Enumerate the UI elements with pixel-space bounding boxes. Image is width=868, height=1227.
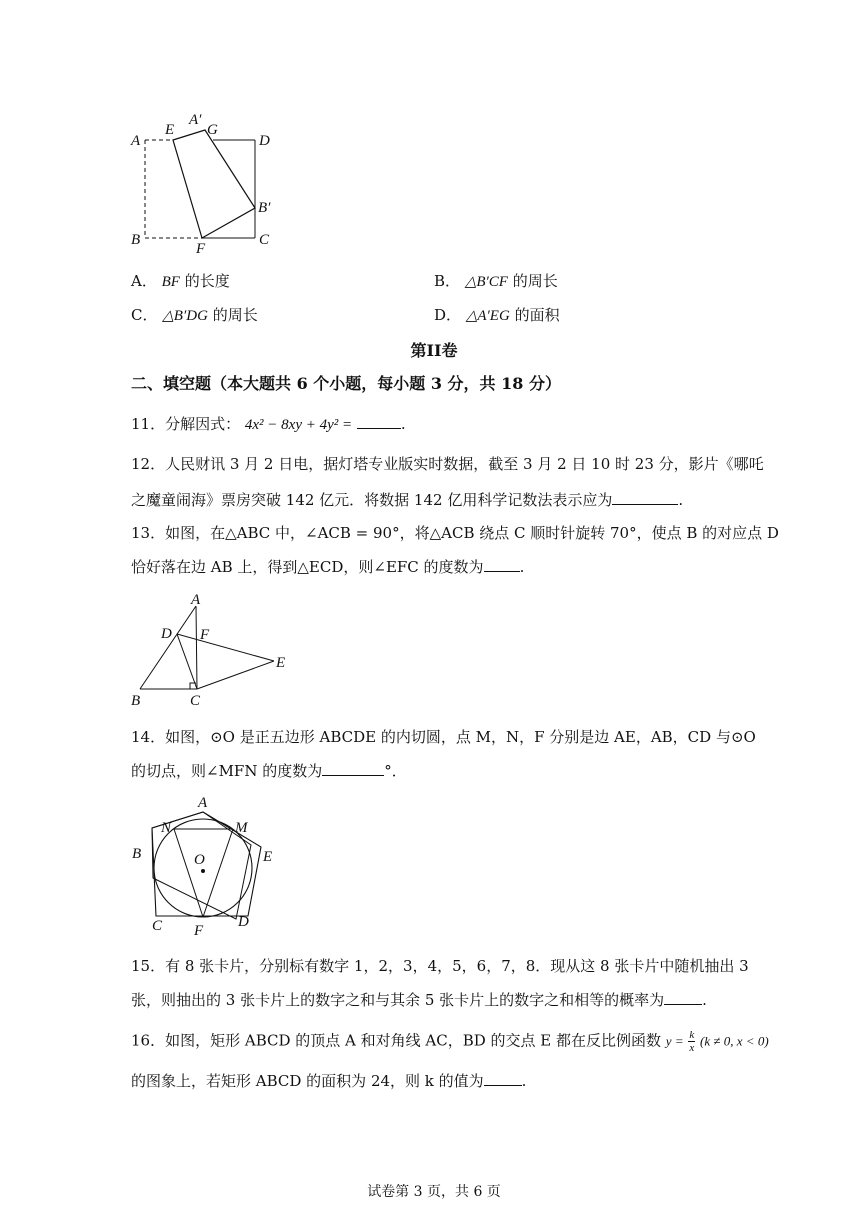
answer-blank[interactable] — [322, 761, 384, 776]
segment-DC — [177, 634, 197, 689]
label-E: E — [276, 655, 286, 671]
section-title: 二、填空题（本大题共 6 个小题，每小题 3 分，共 18 分） — [131, 374, 561, 393]
answer-blank[interactable] — [357, 414, 401, 429]
label-E: E — [263, 849, 273, 865]
label-B: B — [131, 232, 141, 248]
page-footer: 试卷第 3 页，共 6 页 — [367, 1184, 501, 1200]
label-F: F — [194, 923, 204, 939]
answer-blank[interactable] — [484, 557, 520, 572]
question-11: 11．分解因式： 4x² − 8xy + 4y² = . — [131, 415, 406, 433]
center-point — [201, 869, 205, 873]
figure-rotation-triangle — [128, 588, 298, 710]
question-14-line1: 14．如图，⊙O 是正五边形 ABCDE 的内切圆，点 M，N，F 分别是边 AE，AB，CD 与⊙O — [131, 728, 756, 746]
label-A-prime: A′ — [189, 112, 202, 128]
question-12-line2: 之魔童闹海》票房突破 142 亿元．将数据 142 亿用科学记数法表示应为 . — [131, 491, 684, 509]
volume-title: 第II卷 — [410, 341, 458, 360]
option-c: C． △B′DG 的周长 — [131, 306, 258, 324]
label-B: B — [131, 693, 141, 709]
question-12-line1: 12．人民财讯 3 月 2 日电，据灯塔专业版实时数据，截至 3 月 2 日 10 时 23 分，影片《哪吒 — [131, 455, 764, 473]
label-N: N — [161, 820, 172, 836]
segment-AC — [196, 606, 197, 689]
fraction-k-over-x: $\frac{k}{x}$ — [689, 1029, 695, 1054]
segment-MF — [203, 829, 233, 917]
segment-NF — [174, 829, 203, 917]
segment-CE — [197, 661, 274, 689]
option-d: D． △A′EG 的面积 — [434, 306, 560, 324]
label-B-prime: B′ — [258, 200, 271, 216]
label-F: F — [196, 241, 206, 254]
label-C: C — [152, 918, 163, 934]
label-M: M — [235, 820, 248, 836]
label-F: F — [200, 627, 210, 643]
answer-blank[interactable] — [484, 1071, 522, 1086]
label-D: D — [259, 133, 270, 149]
figure-pentagon-incircle — [128, 792, 288, 942]
segment-AB — [140, 606, 196, 689]
label-C: C — [259, 232, 270, 248]
option-b: B． △B′CF 的周长 — [434, 272, 558, 290]
question-13-line1: 13．如图，在△ABC 中，∠ACB = 90°，将△ACB 绕点 C 顺时针旋转 70°，使点 B 的对应点 D — [131, 524, 779, 542]
question-16-line1: 16．如图，矩形 ABCD 的顶点 A 和对角线 AC，BD 的交点 E 都在反比例函数 y = $\frac{k}{x}$ (k ≠ 0, x < 0) — [131, 1029, 769, 1054]
label-C: C — [190, 693, 201, 709]
label-D: D — [161, 626, 172, 642]
question-16-line2: 的图象上，若矩形 ABCD 的面积为 24，则 k 的值为 . — [131, 1072, 527, 1090]
question-15-line2: 张，则抽出的 3 张卡片上的数字之和与其余 5 张卡片上的数字之和相等的概率为 . — [131, 991, 707, 1009]
answer-blank[interactable] — [664, 990, 702, 1005]
label-G: G — [207, 122, 218, 138]
question-15-line1: 15．有 8 张卡片，分别标有数字 1，2，3，4，5，6，7，8．现从这 8 张卡片中随机抽出 3 — [131, 957, 749, 975]
label-D: D — [238, 914, 249, 930]
folded-quad — [173, 130, 255, 238]
label-A: A — [191, 592, 201, 608]
option-a: A． BF 的长度 — [131, 272, 230, 290]
figure-square-fold — [125, 108, 285, 254]
label-E: E — [165, 122, 175, 138]
answer-blank[interactable] — [612, 490, 678, 505]
question-13-line2: 恰好落在边 AB 上，得到△ECD，则∠EFC 的度数为 . — [131, 558, 525, 576]
label-O: O — [194, 852, 205, 868]
label-B: B — [132, 846, 142, 862]
segment-DE — [177, 634, 274, 661]
question-14-line2: 的切点，则∠MFN 的度数为 °． — [131, 762, 407, 780]
label-A: A — [198, 795, 208, 811]
label-A: A — [131, 133, 141, 149]
